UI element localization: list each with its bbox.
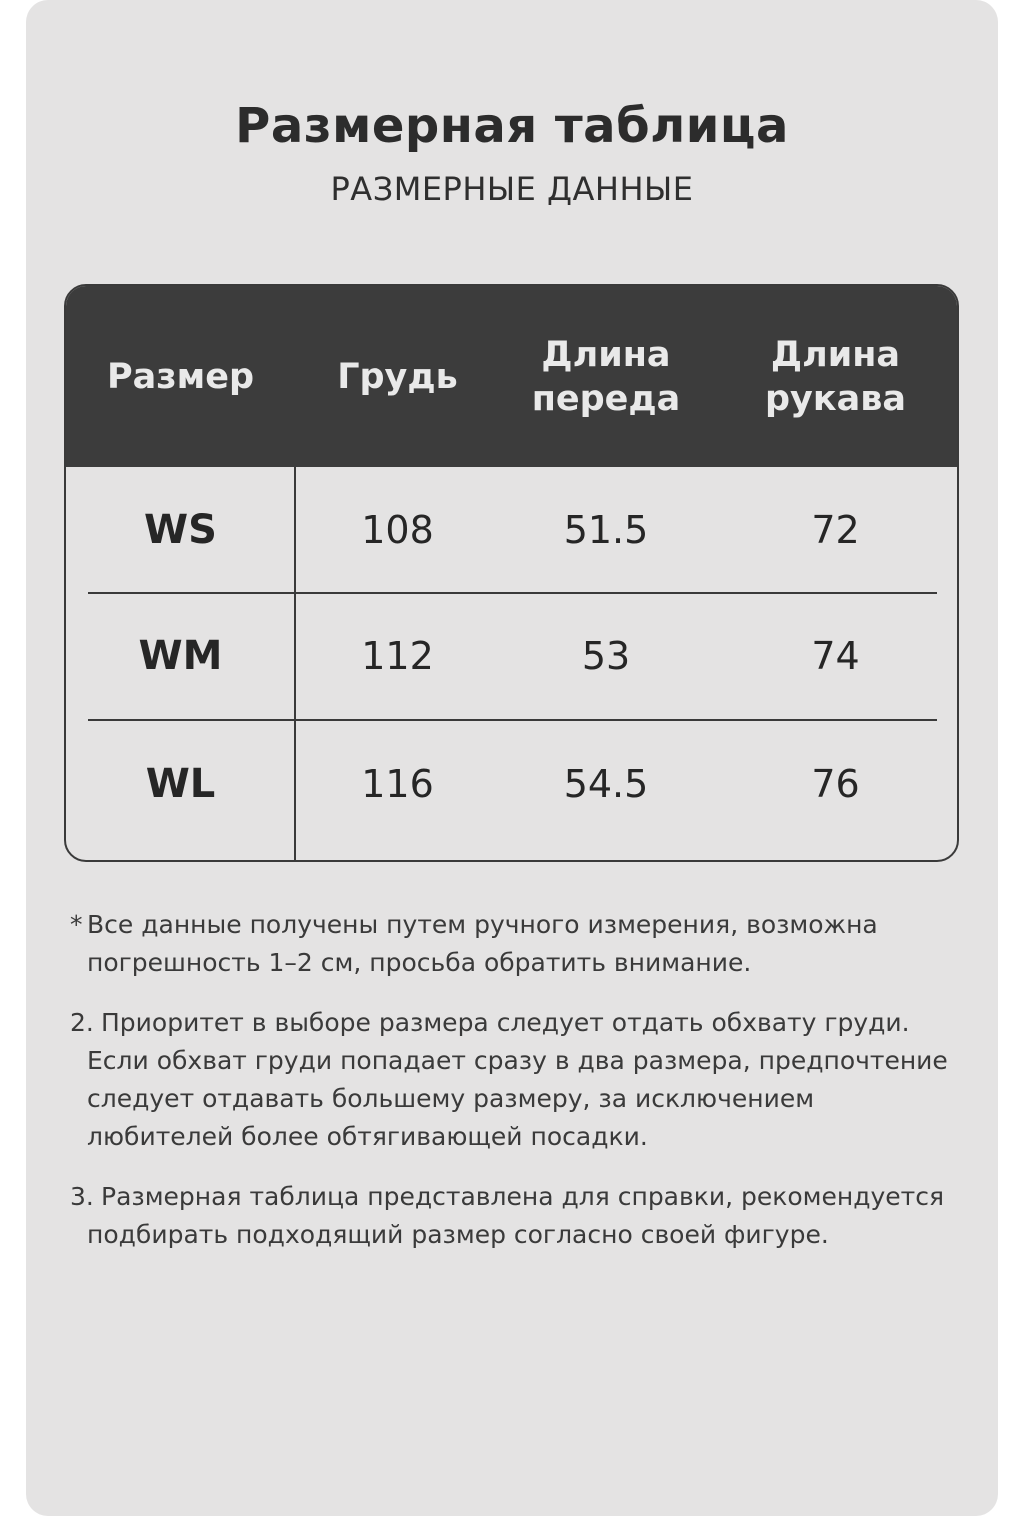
notes-section	[70, 906, 960, 1276]
cell-size: WS	[144, 507, 217, 553]
column-header-sleeve-length: Длина рукава	[764, 334, 906, 419]
column-header-chest: Грудь	[337, 356, 458, 397]
note-text: Все данные получены путем ручного измерения, возможна погрешность 1–2 см, просьба обратить внимание.	[87, 910, 878, 977]
page-title: Размерная таблица	[235, 98, 789, 154]
size-chart-card	[26, 0, 998, 1516]
cell-sleeve-length: 76	[811, 762, 860, 806]
table-row	[66, 721, 957, 847]
note-text: Приоритет в выборе размера следует отдать обхвату груди. Если обхват груди попадает сразу в два размера, предпочтение следует отдавать большему размеру, за исключением любителей более обтягивающей посадки.	[87, 1008, 948, 1151]
note-marker: 2.	[70, 1008, 94, 1037]
cell-chest: 116	[361, 762, 434, 806]
column-header-front-length: Длина переда	[531, 334, 681, 419]
note-item	[70, 1178, 960, 1254]
note-item	[70, 906, 960, 982]
table-row	[66, 593, 957, 719]
note-item	[70, 1004, 960, 1156]
cell-chest: 108	[361, 508, 434, 552]
cell-front-length: 51.5	[563, 508, 649, 552]
table-header	[66, 286, 957, 467]
table-row	[66, 467, 957, 593]
note-marker: *	[70, 910, 83, 939]
cell-chest: 112	[361, 634, 434, 678]
page-subtitle: РАЗМЕРНЫЕ ДАННЫЕ	[330, 170, 694, 208]
cell-size: WL	[145, 761, 216, 807]
size-table	[64, 284, 959, 862]
column-header-size: Размер	[106, 356, 254, 397]
cell-front-length: 53	[581, 634, 631, 678]
cell-sleeve-length: 72	[811, 508, 860, 552]
cell-sleeve-length: 74	[811, 634, 860, 678]
note-text: Размерная таблица представлена для справки, рекомендуется подбирать подходящий размер согласно своей фигуре.	[87, 1182, 945, 1249]
cell-size: WM	[138, 633, 223, 679]
note-marker: 3.	[70, 1182, 94, 1211]
cell-front-length: 54.5	[563, 762, 649, 806]
